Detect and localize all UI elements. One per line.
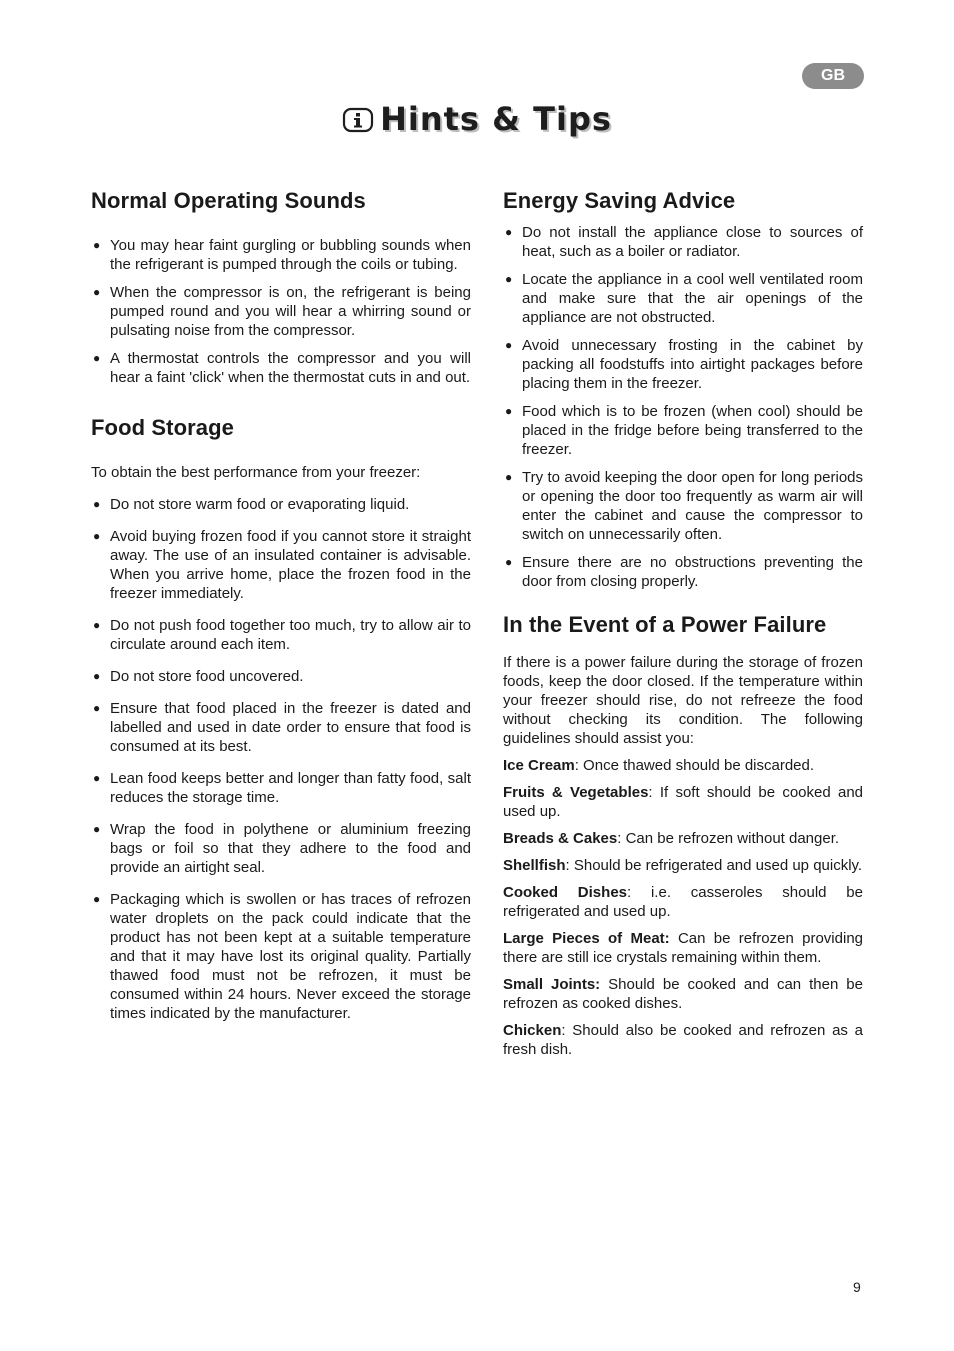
guideline-label: Chicken bbox=[503, 1022, 562, 1039]
list-item-text: Ensure there are no obstructions preventing the door from closing properly. bbox=[522, 554, 863, 590]
guideline-item bbox=[503, 829, 863, 848]
bullet-icon: ● bbox=[93, 892, 101, 906]
bullet-icon: ● bbox=[93, 285, 101, 299]
list-item bbox=[91, 236, 471, 274]
left-column bbox=[91, 188, 471, 1023]
list-item-text: Wrap the food in polythene or aluminium freezing bags or foil so that they adhere to the food and provide an airtight seal. bbox=[110, 821, 471, 876]
bullet-icon: ● bbox=[505, 272, 513, 286]
guideline-item bbox=[503, 1021, 863, 1059]
sounds-list bbox=[91, 236, 471, 387]
page-title: Hints & Tips bbox=[380, 100, 612, 138]
list-item-text: Do not push food together too much, try to allow air to circulate around each item. bbox=[110, 617, 471, 653]
bullet-icon: ● bbox=[505, 555, 513, 569]
bullet-icon: ● bbox=[93, 771, 101, 785]
guideline-text: : Should be refrigerated and used up quickly. bbox=[565, 857, 863, 874]
bullet-icon: ● bbox=[93, 822, 101, 836]
page-number: 9 bbox=[853, 1279, 861, 1295]
guideline-text: : Once thawed should be discarded. bbox=[574, 757, 815, 774]
bullet-icon: ● bbox=[93, 497, 101, 511]
list-item-text: Try to avoid keeping the door open for long periods or opening the door too frequently as warm air will enter the cabinet and cause the compressor to switch on unnecessarily often. bbox=[522, 469, 863, 543]
list-item-text: Avoid unnecessary frosting in the cabinet by packing all foodstuffs into airtight packages before placing them in the freezer. bbox=[522, 337, 863, 392]
guideline-label: Large Pieces of Meat: bbox=[503, 930, 670, 947]
guideline-item bbox=[503, 783, 863, 821]
guideline-label: Cooked Dishes bbox=[503, 884, 627, 901]
list-item bbox=[503, 402, 863, 459]
energy-heading: Energy Saving Advice bbox=[503, 188, 736, 213]
list-item-text: Avoid buying frozen food if you cannot store it straight away. The use of an insulated container is advisable. When you arrive home, place the frozen food in the freezer immediately. bbox=[110, 528, 471, 602]
guideline-text: Can be refrozen providing there are still ice crystals remaining within them. bbox=[503, 930, 863, 966]
list-item bbox=[91, 890, 471, 1023]
guideline-text: : If soft should be cooked and used up. bbox=[503, 784, 863, 820]
power-intro: If there is a power failure during the storage of frozen foods, keep the door closed. If the temperature within your freezer should rise, do not refreeze the food without checking its condition. The following guidelines should assist you: bbox=[503, 654, 863, 747]
list-item bbox=[91, 283, 471, 340]
list-item-text: Locate the appliance in a cool well ventilated room and make sure that the air openings of the appliance are not obstructed. bbox=[522, 271, 863, 326]
list-item bbox=[91, 769, 471, 807]
list-item bbox=[91, 349, 471, 387]
list-item bbox=[91, 667, 471, 686]
list-item bbox=[91, 527, 471, 603]
guideline-text: : Should also be cooked and refrozen as a fresh dish. bbox=[503, 1022, 863, 1058]
guideline-label: Ice Cream bbox=[503, 757, 575, 774]
bullet-icon: ● bbox=[505, 404, 513, 418]
guideline-label: Breads & Cakes bbox=[503, 830, 618, 847]
list-item bbox=[503, 270, 863, 327]
food-list bbox=[91, 495, 471, 1023]
list-item-text: Packaging which is swollen or has traces of refrozen water droplets on the pack could indicate that the product has not been kept at a suitable temperature and that it may have lost its original quality. Partially thawed food must not be refrozen, it must be consumed within 24 hours. Never exceed the storage times indicated by the manufacturer. bbox=[110, 891, 471, 1022]
bullet-icon: ● bbox=[93, 701, 101, 715]
list-item bbox=[91, 495, 471, 514]
right-column bbox=[503, 188, 863, 1067]
bullet-icon: ● bbox=[505, 470, 513, 484]
bullet-icon: ● bbox=[93, 669, 101, 683]
guideline-text: : Can be refrozen without danger. bbox=[617, 830, 840, 847]
list-item-text: Do not store food uncovered. bbox=[110, 668, 304, 685]
food-heading: Food Storage bbox=[91, 415, 234, 440]
bullet-icon: ● bbox=[93, 529, 101, 543]
list-item-text: Lean food keeps better and longer than fatty food, salt reduces the storage time. bbox=[110, 770, 471, 806]
bullet-icon: ● bbox=[93, 618, 101, 632]
bullet-icon: ● bbox=[93, 351, 101, 365]
bullet-icon: ● bbox=[505, 338, 513, 352]
guideline-label: Shellfish bbox=[503, 857, 566, 874]
guideline-item bbox=[503, 883, 863, 921]
guideline-label: Fruits & Vegetables bbox=[503, 784, 649, 801]
list-item bbox=[503, 336, 863, 393]
list-item bbox=[91, 616, 471, 654]
guideline-text: : i.e. casseroles should be refrigerated and used up. bbox=[503, 884, 863, 920]
list-item bbox=[91, 699, 471, 756]
list-item bbox=[91, 820, 471, 877]
list-item bbox=[503, 553, 863, 591]
guideline-item bbox=[503, 756, 863, 775]
food-intro: To obtain the best performance from your freezer: bbox=[91, 464, 421, 481]
power-heading: In the Event of a Power Failure bbox=[503, 612, 827, 637]
info-icon bbox=[342, 107, 374, 133]
list-item-text: Do not install the appliance close to sources of heat, such as a boiler or radiator. bbox=[522, 224, 863, 260]
guideline-label: Small Joints: bbox=[503, 976, 601, 993]
bullet-icon: ● bbox=[505, 225, 513, 239]
bullet-icon: ● bbox=[93, 238, 101, 252]
guideline-item bbox=[503, 929, 863, 967]
guideline-item bbox=[503, 975, 863, 1013]
list-item bbox=[503, 468, 863, 544]
list-item-text: A thermostat controls the compressor and you will hear a faint 'click' when the thermostat cuts in and out. bbox=[110, 350, 471, 386]
list-item-text: Food which is to be frozen (when cool) should be placed in the fridge before being transferred to the freezer. bbox=[522, 403, 863, 458]
energy-list bbox=[503, 223, 863, 591]
list-item bbox=[503, 223, 863, 261]
list-item-text: Ensure that food placed in the freezer is dated and labelled and used in date order to ensure that food is consumed at its best. bbox=[110, 700, 471, 755]
sounds-heading: Normal Operating Sounds bbox=[91, 188, 366, 213]
page-header bbox=[0, 100, 954, 138]
list-item-text: Do not store warm food or evaporating liquid. bbox=[110, 496, 410, 513]
guideline-item bbox=[503, 856, 863, 875]
language-badge: GB bbox=[802, 63, 864, 89]
list-item-text: You may hear faint gurgling or bubbling sounds when the refrigerant is pumped through the coils or tubing. bbox=[110, 237, 471, 273]
list-item-text: When the compressor is on, the refrigerant is being pumped round and you will hear a whirring sound or pulsating noise from the compressor. bbox=[110, 284, 471, 339]
guideline-text: Should be cooked and can then be refrozen as cooked dishes. bbox=[503, 976, 863, 1012]
power-guidelines bbox=[503, 756, 863, 1059]
